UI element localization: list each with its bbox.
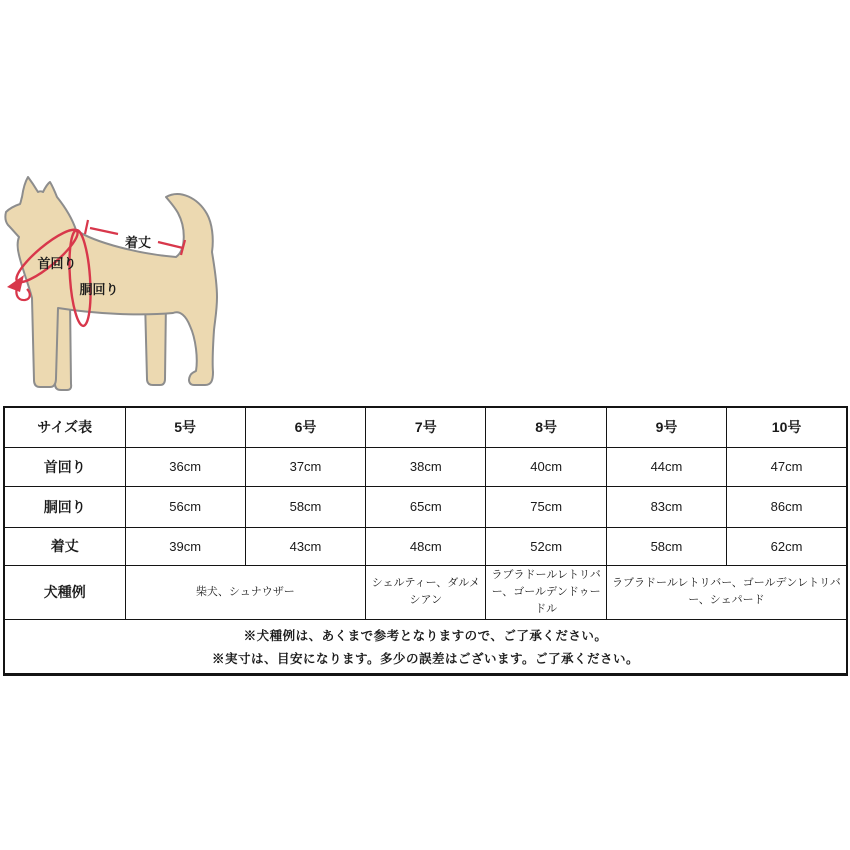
girth-label: 胴回り [79, 282, 119, 297]
breed-cell-9-10: ラブラドールレトリバー、ゴールデンレトリバー、シェパード [606, 565, 847, 619]
note-measurement-disclaimer: ※実寸は、目安になります。多少の誤差はございます。ご了承ください。 [211, 651, 639, 666]
girth-value-cell: 56cm [125, 486, 245, 527]
neck-label: 首回り [37, 256, 77, 271]
neck-value-cell: 36cm [125, 447, 245, 486]
size-col-header-10: 10号 [727, 407, 847, 447]
neck-value-cell: 38cm [366, 447, 486, 486]
note-breed-disclaimer: ※犬種例は、あくまで参考となりますので、ご了承ください。 [243, 628, 608, 643]
back-length-value-cell: 43cm [245, 527, 365, 565]
neck-row-label: 首回り [4, 447, 125, 486]
back-length-value-cell: 39cm [125, 527, 245, 565]
notes-row [4, 619, 847, 674]
girth-value-cell: 86cm [727, 486, 847, 527]
notes-cell [4, 619, 847, 674]
breed-cell-7: シェルティー、ダルメシアン [366, 565, 486, 619]
dog-measurement-diagram [0, 150, 280, 410]
back-length-label: 着丈 [124, 235, 152, 250]
back-length-value-cell: 52cm [486, 527, 606, 565]
breed-examples-row [4, 565, 847, 619]
size-col-header-8: 8号 [486, 407, 606, 447]
back-length-value-cell: 58cm [606, 527, 726, 565]
girth-value-cell: 58cm [245, 486, 365, 527]
size-col-header-9: 9号 [606, 407, 726, 447]
girth-value-cell: 83cm [606, 486, 726, 527]
breed-cell-8: ラブラドールレトリバー、ゴールデンドゥードル [486, 565, 606, 619]
size-header-row [4, 407, 847, 447]
back-length-value-cell: 48cm [366, 527, 486, 565]
back-length-row-label: 着丈 [4, 527, 125, 565]
neck-row [4, 447, 847, 486]
back-length-value-cell: 62cm [727, 527, 847, 565]
breed-row-label: 犬種例 [4, 565, 125, 619]
dog-illustration [0, 150, 280, 410]
girth-value-cell: 65cm [366, 486, 486, 527]
girth-row [4, 486, 847, 527]
breed-cell-5-6: 柴犬、シュナウザー [125, 565, 366, 619]
neck-value-cell: 40cm [486, 447, 606, 486]
neck-value-cell: 47cm [727, 447, 847, 486]
size-table [3, 406, 848, 676]
corner-header-cell: サイズ表 [4, 407, 125, 447]
neck-value-cell: 37cm [245, 447, 365, 486]
girth-row-label: 胴回り [4, 486, 125, 527]
back-length-row [4, 527, 847, 565]
size-col-header-6: 6号 [245, 407, 365, 447]
size-col-header-5: 5号 [125, 407, 245, 447]
size-col-header-7: 7号 [366, 407, 486, 447]
neck-value-cell: 44cm [606, 447, 726, 486]
girth-value-cell: 75cm [486, 486, 606, 527]
